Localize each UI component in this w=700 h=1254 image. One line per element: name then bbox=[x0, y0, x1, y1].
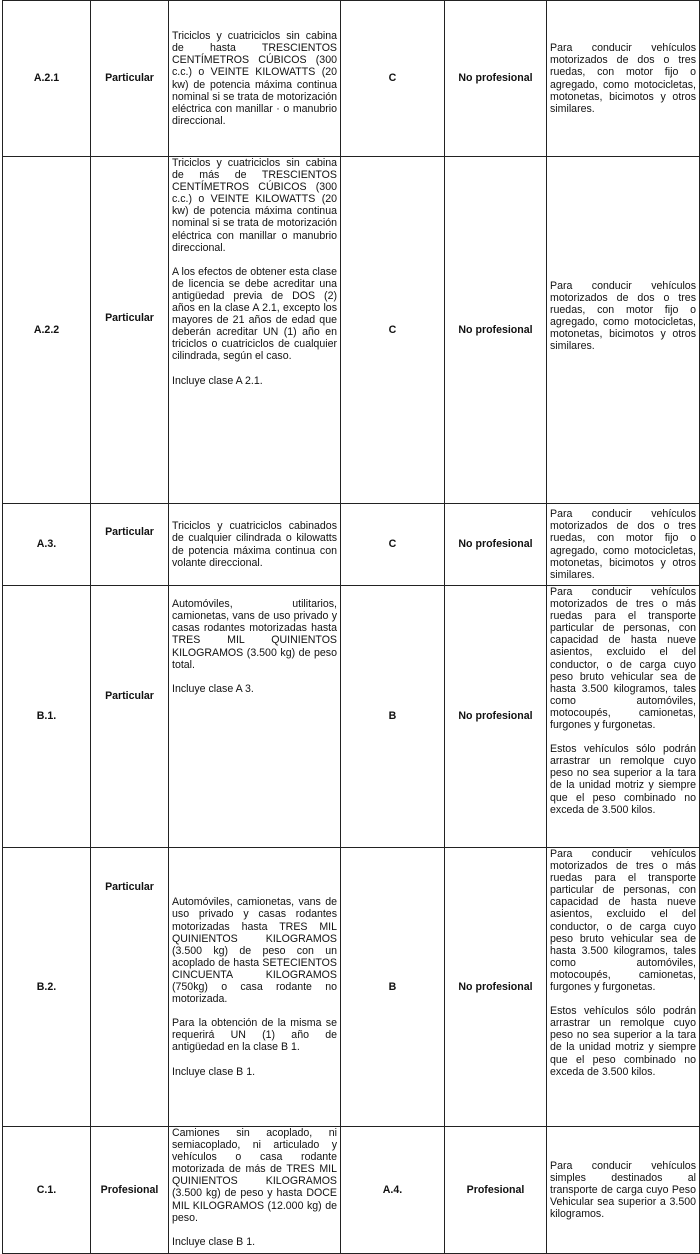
purpose-paragraph: Estos vehículos sólo podrán arrastrar un remolque cuyo peso no sea superior a la tara de la unidad motriz y siempre que el peso combinado no exceda de 3.500 kilos. bbox=[550, 1005, 696, 1078]
class-purpose bbox=[547, 1127, 700, 1254]
class-code: A.2.2 bbox=[3, 157, 91, 504]
class-purpose bbox=[547, 1, 700, 157]
class-use: Particular bbox=[91, 1, 169, 157]
description-paragraph: Incluye clase B 1. bbox=[172, 1065, 256, 1078]
description-paragraph: Para la obtención de la misma se requerirá UN (1) año de antigüedad en la clase B 1. bbox=[172, 1017, 337, 1054]
class-description bbox=[169, 586, 341, 848]
description-paragraph: Triciclos y cuatriciclos sin cabina de más de TRESCIENTOS CENTÍMETROS CÚBICOS (300 c.c.) o VEINTE KILOWATTS (20 kw) de potencia máxima continua nominal si se trata de motorización eléctrica con manillar o manubrio direccional. bbox=[172, 157, 337, 254]
table-row bbox=[3, 1, 700, 157]
class-type: No profesional bbox=[445, 1, 547, 157]
class-equivalence: B bbox=[341, 848, 445, 1127]
class-equivalence: C bbox=[341, 504, 445, 586]
license-classes-table bbox=[2, 0, 700, 1254]
class-use: Profesional bbox=[91, 1127, 169, 1254]
description-paragraph: Automóviles, camionetas, vans de uso privado y casas rodantes motorizadas hasta TRES MIL QUINIENTOS KILOGRAMOS (3.500 kg) de peso con un acoplado de hasta SETECIENTOS CINCUENTA KILOGRAMOS (750kg) o casa rodante no motorizada. bbox=[172, 896, 337, 1006]
class-type: No profesional bbox=[445, 157, 547, 504]
purpose-paragraph: Para conducir vehículos motorizados de tres o más ruedas para el transporte particular de personas, con capacidad de hasta nueve asientos, excluido el del conductor, o de carga cuyo peso bruto vehicular sea de hasta 3.500 kilogramos, tales como automóviles, motocoupés, camionetas, furgones y furgonetas. bbox=[550, 848, 696, 994]
class-description bbox=[169, 504, 341, 586]
purpose-paragraph: Para conducir vehículos simples destinados al transporte de carga cuyo Peso Vehicular sea superior a 3.500 kilogramos. bbox=[550, 1159, 696, 1221]
class-use-text: Particular bbox=[105, 311, 154, 324]
class-use bbox=[91, 586, 169, 848]
class-use bbox=[91, 504, 169, 586]
class-code: B.2. bbox=[3, 848, 91, 1127]
description-paragraph: Camiones sin acoplado, ni semiacoplado, ni articulado y vehículos o casa rodante motorizada de más de TRES MIL QUINIENTOS KILOGRAMOS (3.500 kg) de peso y hasta DOCE MIL KILOGRAMOS (12.000 kg) de peso. bbox=[172, 1127, 337, 1224]
class-use bbox=[91, 157, 169, 504]
class-description bbox=[169, 848, 341, 1127]
class-equivalence: C bbox=[341, 157, 445, 504]
description-paragraph: Automóviles, utilitarios, camionetas, vans de uso privado y casas rodantes motorizadas hasta TRES MIL QUINIENTOS KILOGRAMOS (3.500 kg) de peso total. bbox=[172, 598, 337, 671]
class-type: No profesional bbox=[445, 504, 547, 586]
class-purpose bbox=[547, 157, 700, 504]
description-paragraph: Triciclos y cuatriciclos cabinados de cualquier cilindrada o kilowatts de potencia máxima continua con volante direccional. bbox=[172, 520, 337, 569]
class-code: A.2.1 bbox=[3, 1, 91, 157]
class-equivalence: C bbox=[341, 1, 445, 157]
table-row bbox=[3, 157, 700, 504]
class-code: C.1. bbox=[3, 1127, 91, 1254]
class-use-text: Particular bbox=[105, 880, 154, 893]
purpose-paragraph: Para conducir vehículos motorizados de dos o tres ruedas, con motor fijo o agregado, como motocicletas, motonetas, bicimotos y otros similares. bbox=[550, 42, 696, 115]
class-type: No profesional bbox=[445, 586, 547, 848]
class-purpose bbox=[547, 586, 700, 848]
description-paragraph: Incluye clase A 3. bbox=[172, 682, 254, 695]
description-paragraph: Incluye clase B 1. bbox=[172, 1235, 256, 1248]
purpose-paragraph: Para conducir vehículos motorizados de dos o tres ruedas, con motor fijo o agregado, como motocicletas, motonetas, bicimotos y otros similares. bbox=[550, 508, 696, 581]
class-purpose bbox=[547, 504, 700, 586]
class-description bbox=[169, 1, 341, 157]
class-purpose bbox=[547, 848, 700, 1127]
description-paragraph: Incluye clase A 2.1. bbox=[172, 374, 263, 387]
class-description bbox=[169, 157, 341, 504]
class-equivalence: B bbox=[341, 586, 445, 848]
description-paragraph: Triciclos y cuatriciclos sin cabina de hasta TRESCIENTOS CENTÍMETROS CÚBICOS (300 c.c.) o VEINTE KILOWATTS (20 kw) de potencia máxima continua nominal si se trata de motorización eléctrica con manillar · o manubrio direccional. bbox=[172, 30, 337, 127]
class-equivalence: A.4. bbox=[341, 1127, 445, 1254]
class-code: A.3. bbox=[3, 504, 91, 586]
description-paragraph: A los efectos de obtener esta clase de licencia se debe acreditar una antigüedad previa de DOS (2) años en la clase A 2.1, excepto los mayores de 21 años de edad que deberán acreditar UN (1) año en triciclos o cuatriciclos de cualquier cilindrada, según el caso. bbox=[172, 265, 337, 363]
class-type: Profesional bbox=[445, 1127, 547, 1254]
description-block bbox=[172, 598, 337, 695]
table-row bbox=[3, 1127, 700, 1254]
class-use bbox=[91, 848, 169, 1127]
purpose-paragraph: Estos vehículos sólo podrán arrastrar un remolque cuyo peso no sea superior a la tara de la unidad motriz y siempre que el peso combinado no exceda de 3.500 kilos. bbox=[550, 743, 696, 816]
class-code: B.1. bbox=[3, 586, 91, 848]
table-row bbox=[3, 586, 700, 848]
class-use-text: Particular bbox=[105, 690, 154, 703]
table-row bbox=[3, 848, 700, 1127]
purpose-paragraph: Para conducir vehículos motorizados de tres o más ruedas para el transporte particular de personas, con capacidad de hasta nueve asientos, excluido el del conductor, o de carga cuyo peso bruto vehicular sea de hasta 3.500 kilogramos, tales como automóviles, motocoupés, camionetas, furgones y furgonetas. bbox=[550, 586, 696, 732]
class-use-text: Particular bbox=[105, 526, 154, 539]
class-description bbox=[169, 1127, 341, 1254]
purpose-paragraph: Para conducir vehículos motorizados de dos o tres ruedas, con motor fijo o agregado, como motocicletas, motonetas, bicimotos y otros similares. bbox=[550, 279, 696, 353]
table-row bbox=[3, 504, 700, 586]
class-type: No profesional bbox=[445, 848, 547, 1127]
